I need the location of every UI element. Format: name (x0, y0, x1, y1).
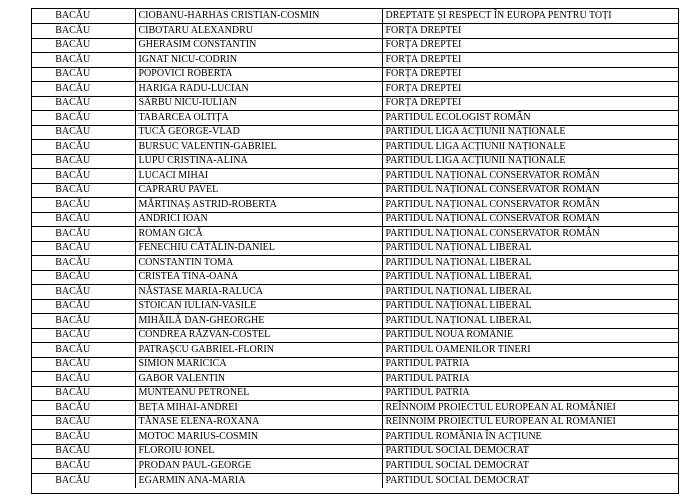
candidate-name-cell: IGNAT NICU-CODRIN (135, 53, 382, 68)
county-cell: BACĂU (32, 227, 135, 242)
candidate-name-cell: SIMION MARICICA (135, 357, 382, 372)
candidate-table-body (32, 9, 678, 488)
table-row (32, 430, 678, 445)
candidate-name-cell: CAPRARU PAVEL (135, 183, 382, 198)
candidate-name-cell: ANDRICI IOAN (135, 212, 382, 227)
county-cell: BACĂU (32, 343, 135, 358)
county-cell: BACĂU (32, 459, 135, 474)
candidate-name-cell: SÂRBU NICU-IULIAN (135, 96, 382, 111)
county-cell: BACĂU (32, 241, 135, 256)
candidate-name-cell: FLOROIU IONEL (135, 444, 382, 459)
party-name-cell: PARTIDUL OAMENILOR TINERI (382, 343, 678, 358)
county-cell: BACĂU (32, 430, 135, 445)
candidate-name-cell: CONDREA RĂZVAN-COSTEL (135, 328, 382, 343)
table-row (32, 270, 678, 285)
candidate-name-cell: TĂNASE ELENA-ROXANA (135, 415, 382, 430)
candidate-name-cell: STOICAN IULIAN-VASILE (135, 299, 382, 314)
candidate-name-cell: FENECHIU CĂTĂLIN-DANIEL (135, 241, 382, 256)
candidate-name-cell: MUNTEANU PETRONEL (135, 386, 382, 401)
party-name-cell: PARTIDUL NAȚIONAL LIBERAL (382, 299, 678, 314)
party-name-cell: PARTIDUL LIGA ACȚIUNII NAȚIONALE (382, 140, 678, 155)
party-name-cell: FORȚA DREPTEI (382, 38, 678, 53)
county-cell: BACĂU (32, 372, 135, 387)
candidate-name-cell: PRODAN PAUL-GEORGE (135, 459, 382, 474)
table-row (32, 67, 678, 82)
party-name-cell: PARTIDUL SOCIAL DEMOCRAT (382, 459, 678, 474)
county-cell: BACĂU (32, 24, 135, 39)
party-name-cell: PARTIDUL PATRIA (382, 372, 678, 387)
table-row (32, 386, 678, 401)
county-cell: BACĂU (32, 67, 135, 82)
county-cell: BACĂU (32, 154, 135, 169)
table-row (32, 372, 678, 387)
county-cell: BACĂU (32, 444, 135, 459)
candidate-name-cell: GHERASIM CONSTANTIN (135, 38, 382, 53)
table-row (32, 328, 678, 343)
county-cell: BACĂU (32, 386, 135, 401)
candidate-table (32, 9, 678, 488)
candidate-name-cell: CRISTEA TINA-OANA (135, 270, 382, 285)
party-name-cell: PARTIDUL SOCIAL DEMOCRAT (382, 444, 678, 459)
candidate-table-page (31, 8, 679, 494)
county-cell: BACĂU (32, 53, 135, 68)
county-cell: BACĂU (32, 256, 135, 271)
county-cell: BACĂU (32, 357, 135, 372)
table-row (32, 401, 678, 416)
county-cell: BACĂU (32, 473, 135, 488)
county-cell: BACĂU (32, 111, 135, 126)
table-row (32, 227, 678, 242)
table-row (32, 154, 678, 169)
party-name-cell: FORȚA DREPTEI (382, 96, 678, 111)
table-row (32, 53, 678, 68)
county-cell: BACĂU (32, 198, 135, 213)
candidate-name-cell: POPOVICI ROBERTA (135, 67, 382, 82)
table-row (32, 9, 678, 24)
county-cell: BACĂU (32, 328, 135, 343)
county-cell: BACĂU (32, 82, 135, 97)
candidate-name-cell: MOTOC MARIUS-COSMIN (135, 430, 382, 445)
table-row (32, 444, 678, 459)
candidate-name-cell: MIHĂILĂ DAN-GHEORGHE (135, 314, 382, 329)
table-row (32, 38, 678, 53)
party-name-cell: REÎNNOIM PROIECTUL EUROPEAN AL ROMÂNIEI (382, 401, 678, 416)
table-row (32, 415, 678, 430)
party-name-cell: PARTIDUL ROMÂNIA ÎN ACȚIUNE (382, 430, 678, 445)
county-cell: BACĂU (32, 285, 135, 300)
party-name-cell: PARTIDUL LIGA ACȚIUNII NAȚIONALE (382, 154, 678, 169)
party-name-cell: PARTIDUL PATRIA (382, 357, 678, 372)
table-row (32, 459, 678, 474)
candidate-name-cell: CIBOTARU ALEXANDRU (135, 24, 382, 39)
county-cell: BACĂU (32, 401, 135, 416)
table-row (32, 183, 678, 198)
county-cell: BACĂU (32, 183, 135, 198)
county-cell: BACĂU (32, 125, 135, 140)
table-row (32, 169, 678, 184)
candidate-name-cell: CIOBANU-HARHAS CRISTIAN-COSMIN (135, 9, 382, 24)
party-name-cell: FORȚA DREPTEI (382, 53, 678, 68)
party-name-cell: FORȚA DREPTEI (382, 67, 678, 82)
candidate-name-cell: EGARMIN ANA-MARIA (135, 473, 382, 488)
table-row (32, 96, 678, 111)
party-name-cell: PARTIDUL NAȚIONAL LIBERAL (382, 285, 678, 300)
party-name-cell: PARTIDUL LIGA ACȚIUNII NAȚIONALE (382, 125, 678, 140)
party-name-cell: REÎNNOIM PROIECTUL EUROPEAN AL ROMÂNIEI (382, 415, 678, 430)
candidate-name-cell: TUCĂ GEORGE-VLAD (135, 125, 382, 140)
candidate-name-cell: BURSUC VALENTIN-GABRIEL (135, 140, 382, 155)
table-row (32, 343, 678, 358)
county-cell: BACĂU (32, 314, 135, 329)
candidate-name-cell: NĂSTASE MARIA-RALUCA (135, 285, 382, 300)
party-name-cell: PARTIDUL NAȚIONAL CONSERVATOR ROMÂN (382, 227, 678, 242)
party-name-cell: PARTIDUL ECOLOGIST ROMÂN (382, 111, 678, 126)
candidate-name-cell: LUCACI MIHAI (135, 169, 382, 184)
party-name-cell: PARTIDUL NAȚIONAL CONSERVATOR ROMÂN (382, 198, 678, 213)
candidate-name-cell: PATRAȘCU GABRIEL-FLORIN (135, 343, 382, 358)
party-name-cell: PARTIDUL NAȚIONAL CONSERVATOR ROMÂN (382, 183, 678, 198)
party-name-cell: FORȚA DREPTEI (382, 24, 678, 39)
party-name-cell: FORȚA DREPTEI (382, 82, 678, 97)
party-name-cell: PARTIDUL SOCIAL DEMOCRAT (385, 474, 529, 486)
party-name-cell: PARTIDUL PATRIA (382, 386, 678, 401)
party-name-cell: PARTIDUL NAȚIONAL CONSERVATOR ROMÂN (382, 169, 678, 184)
table-row (32, 314, 678, 329)
party-name-cell: PARTIDUL NAȚIONAL LIBERAL (382, 256, 678, 271)
table-row (32, 198, 678, 213)
candidate-name-cell: LUPU CRISTINA-ALINA (135, 154, 382, 169)
party-name-cell: PARTIDUL NOUA ROMÂNIE (382, 328, 678, 343)
table-row (32, 473, 678, 488)
candidate-name-cell: TABARCEA OLTIȚA (135, 111, 382, 126)
table-row (32, 125, 678, 140)
county-cell: BACĂU (32, 415, 135, 430)
party-name-cell: PARTIDUL NAȚIONAL LIBERAL (382, 270, 678, 285)
county-cell: BACĂU (32, 140, 135, 155)
candidate-name-cell: ROMAN GICĂ (135, 227, 382, 242)
candidate-name-cell: GABOR VALENTIN (135, 372, 382, 387)
party-name-cell: PARTIDUL NAȚIONAL LIBERAL (382, 314, 678, 329)
county-cell: BACĂU (32, 38, 135, 53)
candidate-name-cell: CONSTANTIN TOMA (135, 256, 382, 271)
table-row (32, 241, 678, 256)
table-row (32, 140, 678, 155)
party-name-cell: PARTIDUL NAȚIONAL LIBERAL (382, 241, 678, 256)
county-cell: BACĂU (32, 169, 135, 184)
table-row (32, 111, 678, 126)
county-cell: BACĂU (32, 212, 135, 227)
table-row (32, 256, 678, 271)
table-row (32, 82, 678, 97)
table-row (32, 299, 678, 314)
table-row (32, 212, 678, 227)
candidate-name-cell: HARIGA RADU-LUCIAN (135, 82, 382, 97)
table-row (32, 357, 678, 372)
candidate-name-cell: BEȚA MIHAI-ANDREI (135, 401, 382, 416)
party-name-cell: PARTIDUL NAȚIONAL CONSERVATOR ROMÂN (382, 212, 678, 227)
county-cell: BACĂU (32, 299, 135, 314)
party-name-cell: DREPTATE ȘI RESPECT ÎN EUROPA PENTRU TOȚI (382, 9, 678, 24)
table-row (32, 24, 678, 39)
table-row (32, 285, 678, 300)
county-cell: BACĂU (32, 270, 135, 285)
county-cell: BACĂU (32, 9, 135, 24)
candidate-name-cell: MĂRTINAȘ ASTRID-ROBERTA (135, 198, 382, 213)
county-cell: BACĂU (32, 96, 135, 111)
